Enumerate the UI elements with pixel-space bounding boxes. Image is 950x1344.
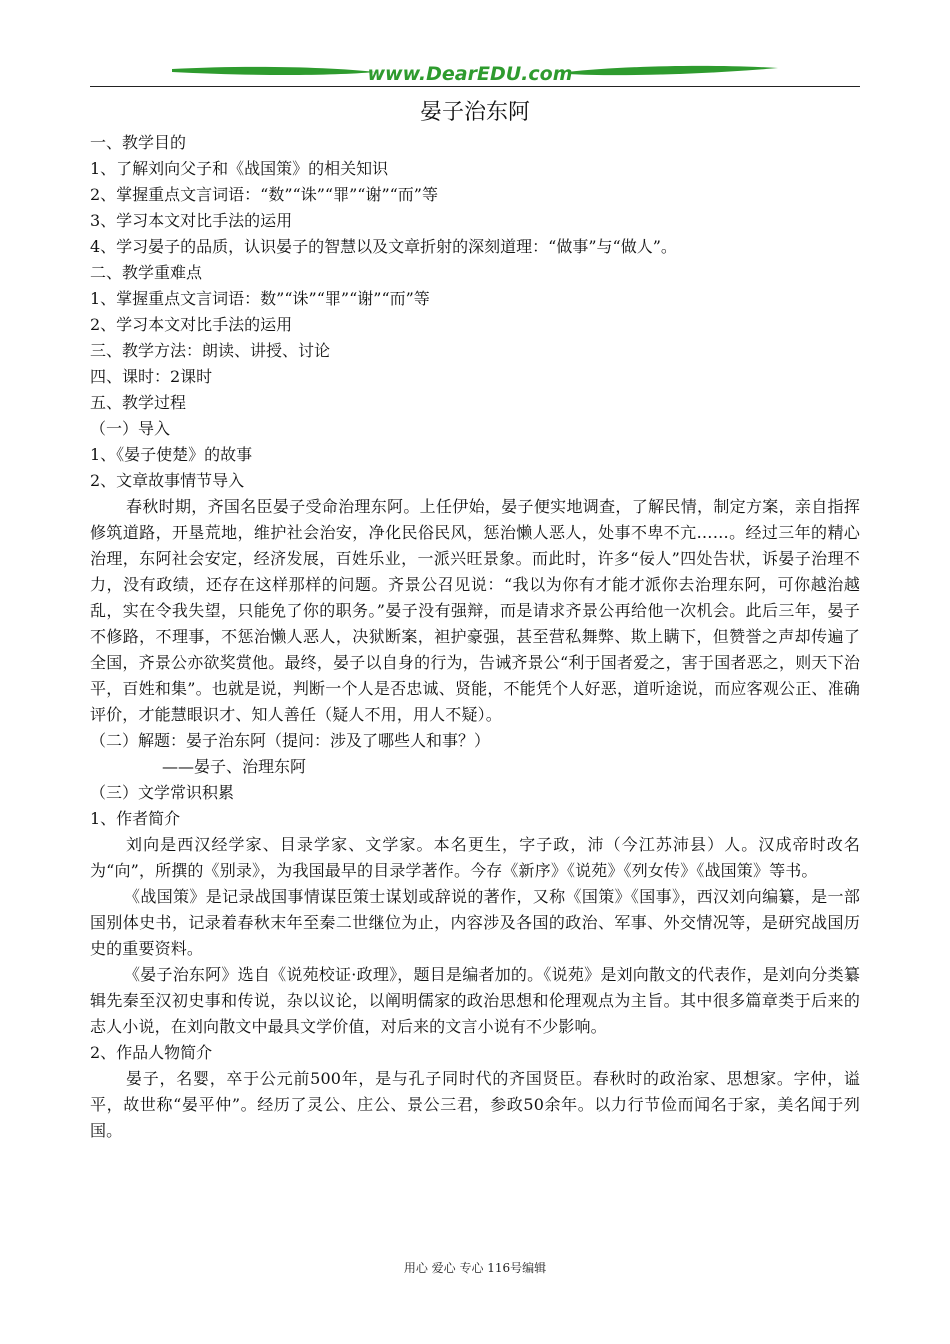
author-paragraph-zhanguoce: 《战国策》是记录战国事情谋臣策士谋划或辞说的著作，又称《国策》《国事》，西汉刘向编纂，是一部国别体史书，记录着春秋末年至秦二世继位为止，内容涉及各国的政治、军事、外交情况等，是研究战国历史的重要资料。 bbox=[90, 887, 860, 958]
site-header-banner bbox=[90, 60, 860, 94]
heading-teaching-goals: 一、教学目的 bbox=[90, 133, 187, 152]
document-body bbox=[90, 98, 860, 1144]
site-name[interactable]: www.DearEDU.com bbox=[367, 63, 573, 85]
goal-item-2: 2、掌握重点文言词语：“数”“诛”“罪”“谢”“而”等 bbox=[90, 185, 438, 204]
key-point-2: 2、学习本文对比手法的运用 bbox=[90, 315, 293, 334]
character-intro-heading: 2、作品人物简介 bbox=[90, 1043, 213, 1062]
heading-key-points: 二、教学重难点 bbox=[90, 263, 203, 282]
intro-story-paragraph: 春秋时期，齐国名臣晏子受命治理东阿。上任伊始，晏子便实地调查，了解民情，制定方案，亲自指挥修筑道路，开垦荒地，维护社会治安，净化民俗民风，惩治懒人恶人，处事不卑不亢……。经过三年的精心治理，东阿社会安定，经济发展，百姓乐业，一派兴旺景象。而此时，许多“佞人”四处告状，诉晏子治理不力，没有政绩，还存在这样那样的问题。齐景公召见说：“我以为你有才能才派你去治理东阿，可你越治越乱，实在令我失望，只能免了你的职务。”晏子没有强辩，而是请求齐景公再给他一次机会。此后三年，晏子不修路，不理事，不惩治懒人恶人，决狱断案，袒护豪强，甚至营私舞弊、欺上瞒下，但赞誉之声却传遍了全国，齐景公亦欲奖赏他。最终，晏子以自身的行为，告诫齐景公“利于国者爱之，害于国者恶之，则天下治平，百姓和集”。也就是说，判断一个人是否忠诚、贤能，不能凭个人好恶，道听途说，而应客观公正、准确评价，才能慧眼识才、知人善任（疑人不用，用人不疑）。 bbox=[90, 497, 860, 724]
heading-teaching-methods: 三、教学方法：朗读、讲授、讨论 bbox=[90, 341, 331, 360]
character-paragraph-yanzi: 晏子，名婴，卒于公元前500年，是与孔子同时代的齐国贤臣。春秋时的政治家、思想家。字仲，谥平，故世称“晏平仲”。经历了灵公、庄公、景公三君，参政50余年。以力行节俭而闻名于家，美名闻于列国。 bbox=[90, 1069, 860, 1140]
page-footer: 用心 爱心 专心 116号编辑 bbox=[403, 1261, 547, 1275]
author-intro-heading: 1、作者简介 bbox=[90, 809, 181, 828]
key-point-1: 1、掌握重点文言词语：数”“诛”“罪”“谢”“而”等 bbox=[90, 289, 430, 308]
title-explanation-answer: ——晏子、治理东阿 bbox=[162, 757, 307, 776]
goal-item-3: 3、学习本文对比手法的运用 bbox=[90, 211, 293, 230]
goal-item-1: 1、了解刘向父子和《战国策》的相关知识 bbox=[90, 159, 389, 178]
intro-item-2: 2、文章故事情节导入 bbox=[90, 471, 245, 490]
subheading-title-explanation: （二）解题：晏子治东阿（提问：涉及了哪些人和事？） bbox=[90, 731, 491, 750]
goal-item-4: 4、学习晏子的品质，认识晏子的智慧以及文章折射的深刻道理：“做事”与“做人”。 bbox=[90, 237, 677, 256]
header-rule bbox=[90, 86, 860, 87]
subheading-introduction: （一）导入 bbox=[90, 419, 171, 438]
heading-class-hours: 四、课时：2课时 bbox=[90, 367, 213, 386]
heading-teaching-process: 五、教学过程 bbox=[90, 393, 187, 412]
author-paragraph-liuxiang: 刘向是西汉经学家、目录学家、文学家。本名更生，字子政，沛（今江苏沛县）人。汉成帝时改名为“向”，所撰的《别录》，为我国最早的目录学著作。今存《新序》《说苑》《列女传》《战国策》等书。 bbox=[90, 835, 860, 880]
author-paragraph-shuoyuan: 《晏子治东阿》选自《说苑校证·政理》，题目是编者加的。《说苑》是刘向散文的代表作，是刘向分类纂辑先秦至汉初史事和传说，杂以议论，以阐明儒家的政治思想和伦理观点为主旨。其中很多篇章类于后来的志人小说，在刘向散文中最具文学价值，对后来的文言小说有不少影响。 bbox=[90, 965, 860, 1036]
subheading-literary-knowledge: （三）文学常识积累 bbox=[90, 783, 235, 802]
intro-item-1: 1、《晏子使楚》的故事 bbox=[90, 445, 253, 464]
left-swoosh-icon bbox=[172, 67, 375, 75]
right-swoosh-icon bbox=[568, 66, 778, 75]
document-title: 晏子治东阿 bbox=[419, 100, 530, 125]
site-banner-graphic bbox=[90, 60, 860, 94]
